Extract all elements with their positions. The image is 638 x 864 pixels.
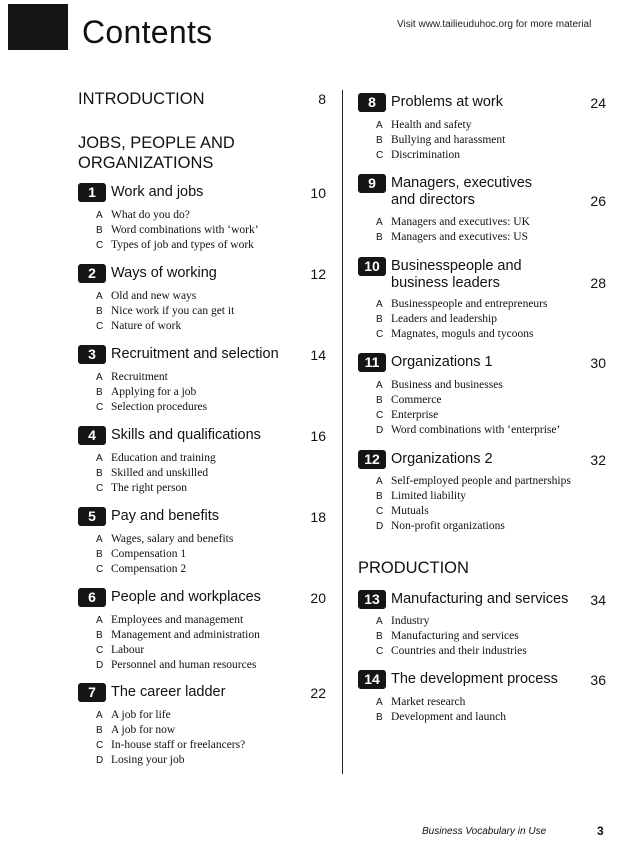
unit-subtopic [376, 614, 429, 629]
subtopic-text: Businesspeople and entrepreneurs [391, 298, 548, 310]
unit-page-number: 26 [590, 193, 606, 209]
unit-subtopic [376, 215, 530, 230]
subtopic-text: Commerce [391, 394, 442, 406]
subtopic-text: Selection procedures [111, 401, 208, 413]
subtopic-text: Managers and executives: UK [391, 216, 530, 228]
subtopic-text: Bullying and harassment [391, 134, 506, 146]
subtopic-text: Development and launch [391, 711, 506, 723]
subtopic-letter: C [96, 564, 104, 575]
subtopic-letter: C [96, 240, 104, 251]
unit-subtopic [96, 658, 256, 673]
unit-page-number: 24 [590, 95, 606, 111]
subtopic-letter: A [96, 291, 103, 302]
unit-page-number: 14 [310, 347, 326, 363]
subtopic-letter: A [96, 615, 103, 626]
subtopic-letter: B [376, 135, 383, 146]
subtopic-letter: A [376, 217, 383, 228]
subtopic-letter: B [376, 631, 383, 642]
unit-subtopic [376, 148, 460, 163]
subtopic-text: Magnates, moguls and tycoons [391, 328, 534, 340]
subtopic-text: A job for now [111, 724, 176, 736]
subtopic-letter: C [96, 645, 104, 656]
unit-subtopic [96, 481, 187, 496]
unit-subtopic [376, 423, 560, 438]
subtopic-letter: A [376, 299, 383, 310]
column-divider [342, 90, 343, 774]
subtopic-letter: C [376, 150, 384, 161]
footer-book-title: Business Vocabulary in Use [422, 826, 547, 837]
unit-subtopic [376, 474, 571, 489]
subtopic-letter: B [376, 712, 383, 723]
subtopic-text: A job for life [111, 709, 171, 721]
subtopic-text: Health and safety [391, 119, 472, 131]
subtopic-text: Compensation 2 [111, 563, 187, 575]
subtopic-text: Market research [391, 696, 466, 708]
unit-number-badge: 10 [358, 257, 386, 276]
subtopic-text: Nature of work [111, 320, 182, 332]
subtopic-letter: B [376, 395, 383, 406]
unit-subtopic [376, 393, 441, 408]
subtopic-letter: A [96, 453, 103, 464]
subtopic-letter: D [376, 425, 384, 436]
subtopic-letter: B [96, 725, 103, 736]
unit-title: Manufacturing and services [391, 591, 569, 607]
unit-subtopic [96, 562, 186, 577]
subtopic-text: Old and new ways [111, 290, 197, 302]
subtopic-letter: B [376, 314, 383, 325]
unit-subtopic [376, 118, 471, 133]
unit-subtopic [376, 504, 429, 519]
unit-number-badge: 12 [358, 450, 386, 469]
unit-page-number: 36 [590, 672, 606, 688]
unit-page-number: 22 [310, 685, 326, 701]
subtopic-text: Employees and management [111, 614, 244, 626]
unit-page-number: 30 [590, 355, 606, 371]
unit-page-number: 32 [590, 452, 606, 468]
unit-title: Work and jobs [111, 184, 204, 200]
unit-title: Pay and benefits [111, 508, 220, 524]
subtopic-letter: A [96, 210, 103, 221]
watermark-text: Visit www.tailieuduhoc.org for more material [397, 19, 592, 30]
subtopic-letter: C [96, 483, 104, 494]
subtopic-text: Recruitment [111, 371, 168, 383]
subtopic-letter: C [376, 506, 384, 517]
subtopic-text: Limited liability [391, 490, 467, 502]
unit-subtopic [96, 304, 234, 319]
subtopic-letter: B [96, 225, 103, 236]
unit-subtopic [96, 723, 175, 738]
subtopic-text: Wages, salary and benefits [111, 533, 234, 545]
subtopic-letter: C [376, 410, 384, 421]
unit-subtopic [376, 312, 497, 327]
subtopic-text: What do you do? [111, 209, 190, 221]
section-introduction-page: 8 [318, 91, 326, 107]
unit-subtopic [96, 708, 171, 723]
unit-title: People and workplaces [111, 589, 261, 605]
unit-subtopic [96, 613, 243, 628]
unit-subtopic [376, 408, 438, 423]
unit-page-number: 28 [590, 275, 606, 291]
unit-subtopic [376, 133, 505, 148]
subtopic-letter: A [96, 710, 103, 721]
unit-title: Managers, executives and directors [391, 175, 533, 208]
subtopic-letter: A [376, 120, 383, 131]
subtopic-text: Discrimination [391, 149, 460, 161]
unit-subtopic [376, 629, 519, 644]
unit-subtopic [96, 451, 216, 466]
unit-title: Problems at work [391, 94, 504, 110]
subtopic-letter: A [376, 380, 383, 391]
unit-page-number: 10 [310, 185, 326, 201]
unit-number-badge: 6 [78, 588, 106, 607]
subtopic-text: Word combinations with ‘enterprise’ [391, 424, 561, 436]
subtopic-text: In-house staff or freelancers? [111, 739, 246, 751]
unit-subtopic [96, 238, 254, 253]
unit-title: Ways of working [111, 265, 217, 281]
subtopic-letter: A [376, 697, 383, 708]
unit-subtopic [96, 547, 186, 562]
subtopic-letter: B [96, 387, 103, 398]
unit-subtopic [96, 208, 190, 223]
unit-number-badge: 4 [78, 426, 106, 445]
unit-title: Organizations 2 [391, 451, 493, 467]
subtopic-text: Skilled and unskilled [111, 467, 209, 479]
subtopic-text: Mutuals [391, 505, 429, 517]
unit-title: Organizations 1 [391, 354, 493, 370]
subtopic-letter: D [376, 521, 384, 532]
subtopic-letter: A [376, 476, 383, 487]
unit-subtopic [96, 370, 168, 385]
unit-subtopic [96, 628, 260, 643]
unit-number-badge: 13 [358, 590, 386, 609]
subtopic-letter: C [376, 329, 384, 340]
subtopic-text: Industry [391, 615, 430, 627]
section-introduction[interactable]: INTRODUCTION [78, 90, 205, 108]
unit-subtopic [96, 319, 181, 334]
section-production: PRODUCTION [358, 559, 469, 577]
unit-subtopic [96, 643, 144, 658]
unit-subtopic [376, 519, 505, 534]
subtopic-letter: A [96, 534, 103, 545]
subtopic-text: Countries and their industries [391, 645, 527, 657]
subtopic-text: Manufacturing and services [391, 630, 519, 642]
subtopic-text: Losing your job [111, 754, 185, 766]
section-jobs-people-organizations: JOBS, PEOPLE AND ORGANIZATIONS [78, 134, 235, 172]
unit-subtopic [376, 230, 528, 245]
subtopic-letter: B [376, 491, 383, 502]
unit-number-badge: 14 [358, 670, 386, 689]
unit-subtopic [376, 489, 466, 504]
subtopic-text: Managers and executives: US [391, 231, 529, 243]
unit-page-number: 18 [310, 509, 326, 525]
unit-subtopic [96, 289, 196, 304]
unit-title: The career ladder [111, 684, 226, 700]
unit-subtopic [96, 532, 233, 547]
unit-title: Recruitment and selection [111, 346, 279, 362]
unit-page-number: 34 [590, 592, 606, 608]
subtopic-text: Labour [111, 644, 145, 656]
subtopic-letter: C [96, 740, 104, 751]
unit-number-badge: 7 [78, 683, 106, 702]
subtopic-text: Self-employed people and partnerships [391, 475, 571, 487]
unit-title: Skills and qualifications [111, 427, 261, 443]
unit-subtopic [376, 378, 503, 393]
unit-subtopic [376, 710, 506, 725]
subtopic-letter: B [376, 232, 383, 243]
subtopic-text: Nice work if you can get it [111, 305, 235, 317]
subtopic-letter: D [96, 660, 104, 671]
subtopic-text: Management and administration [111, 629, 260, 641]
subtopic-letter: A [376, 616, 383, 627]
subtopic-text: The right person [111, 482, 188, 494]
unit-number-badge: 2 [78, 264, 106, 283]
unit-number-badge: 3 [78, 345, 106, 364]
subtopic-text: Applying for a job [111, 386, 197, 398]
unit-subtopic [376, 695, 465, 710]
subtopic-text: Compensation 1 [111, 548, 187, 560]
unit-page-number: 16 [310, 428, 326, 444]
subtopic-text: Word combinations with ‘work’ [111, 224, 259, 236]
footer-page-number: 3 [597, 824, 604, 838]
unit-number-badge: 5 [78, 507, 106, 526]
subtopic-letter: A [96, 372, 103, 383]
unit-subtopic [96, 400, 207, 415]
unit-page-number: 12 [310, 266, 326, 282]
subtopic-text: Business and businesses [391, 379, 503, 391]
unit-subtopic [96, 223, 259, 238]
subtopic-letter: B [96, 549, 103, 560]
unit-title: The development process [391, 671, 558, 687]
unit-number-badge: 11 [358, 353, 386, 372]
subtopic-letter: C [96, 402, 104, 413]
unit-subtopic [96, 753, 184, 768]
subtopic-letter: C [96, 321, 104, 332]
subtopic-letter: D [96, 755, 104, 766]
unit-subtopic [376, 297, 547, 312]
unit-title: Businesspeople and business leaders [391, 258, 522, 291]
subtopic-text: Non-profit organizations [391, 520, 505, 532]
unit-subtopic [96, 385, 196, 400]
unit-number-badge: 1 [78, 183, 106, 202]
subtopic-text: Types of job and types of work [111, 239, 254, 251]
subtopic-text: Enterprise [391, 409, 439, 421]
corner-block [8, 4, 68, 50]
unit-subtopic [96, 466, 208, 481]
subtopic-letter: B [96, 468, 103, 479]
subtopic-text: Personnel and human resources [111, 659, 257, 671]
subtopic-letter: B [96, 306, 103, 317]
subtopic-letter: C [376, 646, 384, 657]
unit-subtopic [376, 644, 527, 659]
subtopic-letter: B [96, 630, 103, 641]
unit-subtopic [96, 738, 245, 753]
subtopic-text: Education and training [111, 452, 216, 464]
page-title: Contents [82, 14, 213, 50]
subtopic-text: Leaders and leadership [391, 313, 498, 325]
unit-subtopic [376, 327, 533, 342]
unit-number-badge: 9 [358, 174, 386, 193]
unit-number-badge: 8 [358, 93, 386, 112]
unit-page-number: 20 [310, 590, 326, 606]
